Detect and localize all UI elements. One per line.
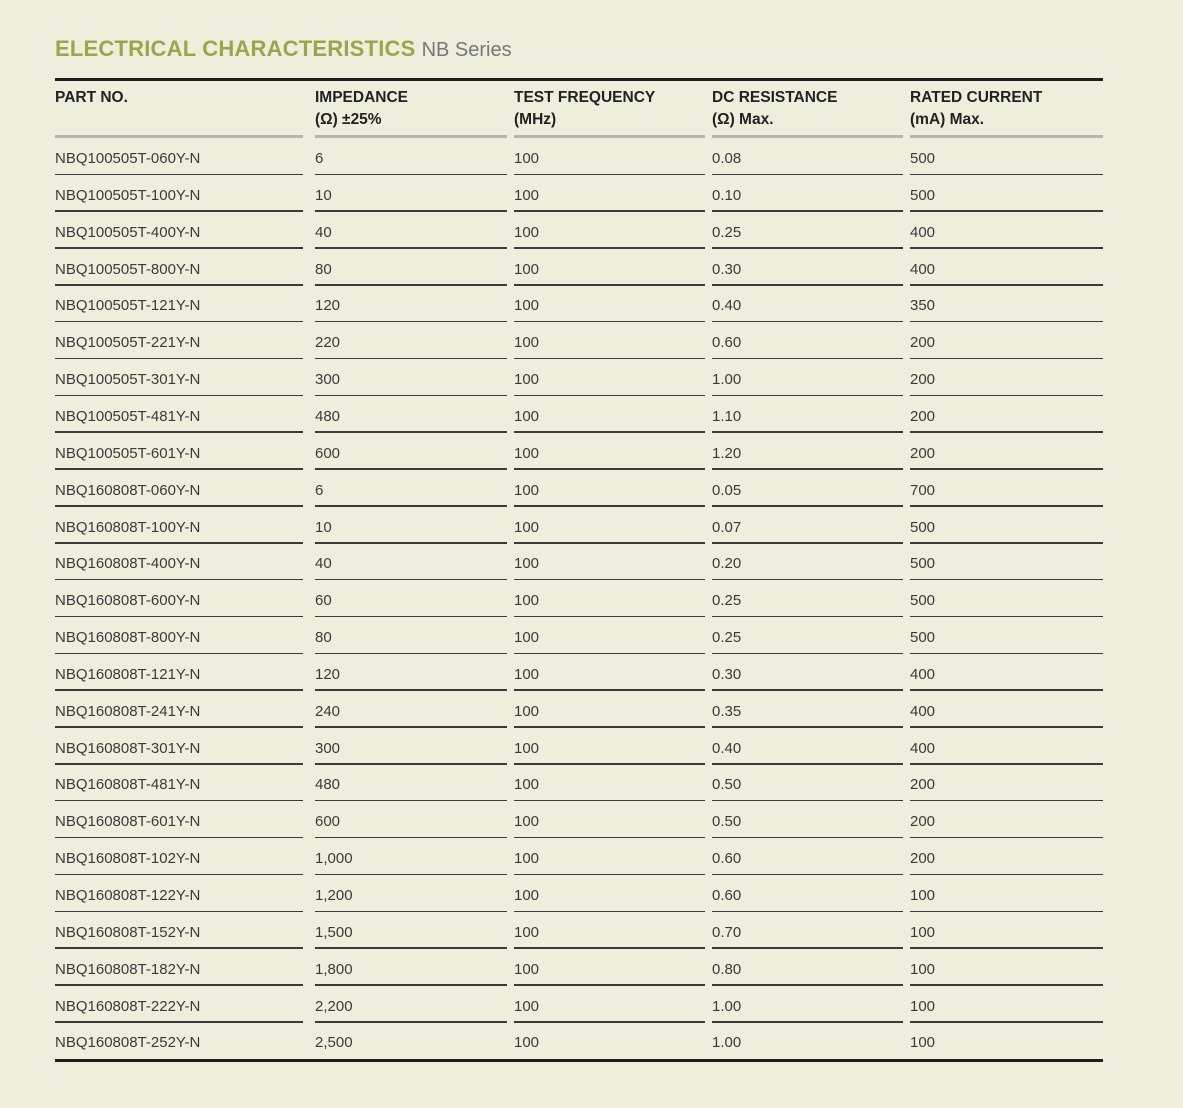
row-divider bbox=[910, 837, 1103, 839]
row-divider bbox=[315, 984, 507, 986]
rated-current-cell: 100 bbox=[910, 1034, 936, 1052]
part-no-cell: NBQ160808T-122Y-N bbox=[55, 887, 201, 904]
table-row bbox=[0, 840, 1183, 877]
dc-resistance-cell: 0.80 bbox=[712, 960, 742, 978]
part-no-cell: NBQ160808T-100Y-N bbox=[55, 518, 201, 536]
row-divider bbox=[315, 468, 507, 470]
row-divider bbox=[514, 284, 705, 286]
row-divider bbox=[712, 431, 903, 433]
row-divider bbox=[514, 579, 705, 581]
row-divider bbox=[712, 763, 903, 765]
row-divider bbox=[315, 395, 507, 397]
part-no-cell: NBQ100505T-800Y-N bbox=[55, 260, 201, 278]
rated-current-cell: 700 bbox=[910, 481, 936, 499]
row-divider bbox=[315, 284, 507, 286]
part-no-cell: NBQ160808T-152Y-N bbox=[55, 923, 201, 941]
rated-current-cell: 500 bbox=[910, 150, 936, 167]
row-divider bbox=[514, 468, 705, 470]
rated-current-cell: 100 bbox=[910, 997, 936, 1015]
row-divider bbox=[514, 800, 705, 802]
header-dc-resistance: DC RESISTANCE (Ω) Max. bbox=[712, 89, 838, 128]
title-main: ELECTRICAL CHARACTERISTICS bbox=[55, 36, 416, 61]
dc-resistance-cell: 0.50 bbox=[712, 776, 742, 794]
table-row bbox=[0, 656, 1183, 693]
row-divider bbox=[55, 763, 303, 765]
rated-current-cell: 100 bbox=[910, 923, 936, 941]
test-frequency-cell: 100 bbox=[514, 702, 540, 720]
row-divider bbox=[910, 984, 1103, 986]
row-divider bbox=[712, 837, 903, 839]
row-divider bbox=[712, 874, 903, 876]
dc-resistance-cell: 1.10 bbox=[712, 407, 742, 425]
row-divider bbox=[514, 984, 705, 986]
row-divider bbox=[712, 579, 903, 581]
part-no-cell: NBQ100505T-601Y-N bbox=[55, 444, 201, 462]
impedance-cell: 220 bbox=[315, 334, 341, 352]
row-divider bbox=[55, 616, 303, 618]
row-divider bbox=[55, 1021, 303, 1023]
rated-current-cell: 200 bbox=[910, 371, 936, 389]
row-divider bbox=[315, 911, 507, 913]
row-divider bbox=[315, 321, 507, 323]
row-divider bbox=[910, 358, 1103, 360]
table-row bbox=[0, 1024, 1183, 1061]
dc-resistance-cell: 0.60 bbox=[712, 850, 742, 868]
row-divider bbox=[315, 247, 507, 249]
row-divider bbox=[315, 837, 507, 839]
row-divider bbox=[315, 174, 507, 176]
table-row bbox=[0, 951, 1183, 988]
dc-resistance-cell: 0.10 bbox=[712, 186, 742, 204]
impedance-cell: 10 bbox=[315, 518, 332, 536]
table-row bbox=[0, 361, 1183, 398]
row-divider bbox=[712, 1021, 903, 1023]
row-divider bbox=[514, 395, 705, 397]
table-row bbox=[0, 803, 1183, 840]
part-no-cell: NBQ100505T-221Y-N bbox=[55, 334, 201, 352]
test-frequency-cell: 100 bbox=[514, 297, 540, 315]
row-divider bbox=[55, 321, 303, 323]
row-divider bbox=[712, 284, 903, 286]
row-divider bbox=[910, 468, 1103, 470]
row-divider bbox=[55, 911, 303, 913]
header-divider bbox=[315, 135, 507, 138]
rated-current-cell: 200 bbox=[910, 813, 936, 831]
row-divider bbox=[315, 616, 507, 618]
impedance-cell: 1,800 bbox=[315, 960, 353, 978]
dc-resistance-cell: 0.25 bbox=[712, 629, 742, 647]
test-frequency-cell: 100 bbox=[514, 887, 540, 904]
impedance-cell: 120 bbox=[315, 665, 341, 683]
row-divider bbox=[514, 616, 705, 618]
row-divider bbox=[712, 947, 903, 949]
row-divider bbox=[910, 689, 1103, 691]
row-divider bbox=[55, 284, 303, 286]
impedance-cell: 300 bbox=[315, 371, 341, 389]
row-divider bbox=[55, 468, 303, 470]
dc-resistance-cell: 0.50 bbox=[712, 813, 742, 831]
row-divider bbox=[910, 284, 1103, 286]
impedance-cell: 480 bbox=[315, 407, 341, 425]
header-divider bbox=[55, 135, 303, 138]
page-title bbox=[55, 36, 512, 62]
header-divider bbox=[910, 135, 1103, 138]
row-divider bbox=[910, 395, 1103, 397]
rated-current-cell: 400 bbox=[910, 702, 936, 720]
table-row bbox=[0, 545, 1183, 582]
row-divider bbox=[910, 542, 1103, 544]
impedance-cell: 1,000 bbox=[315, 850, 353, 868]
test-frequency-cell: 100 bbox=[514, 997, 540, 1015]
impedance-cell: 120 bbox=[315, 297, 341, 315]
dc-resistance-cell: 0.60 bbox=[712, 334, 742, 352]
test-frequency-cell: 100 bbox=[514, 629, 540, 647]
test-frequency-cell: 100 bbox=[514, 555, 540, 573]
part-no-cell: NBQ160808T-060Y-N bbox=[55, 481, 201, 499]
row-divider bbox=[910, 247, 1103, 249]
test-frequency-cell: 100 bbox=[514, 260, 540, 278]
row-divider bbox=[514, 1021, 705, 1023]
part-no-cell: NBQ160808T-601Y-N bbox=[55, 813, 201, 831]
title-series: NB Series bbox=[421, 39, 512, 61]
row-divider bbox=[514, 874, 705, 876]
impedance-cell: 240 bbox=[315, 702, 341, 720]
row-divider bbox=[55, 431, 303, 433]
impedance-cell: 40 bbox=[315, 223, 332, 241]
row-divider bbox=[55, 395, 303, 397]
rated-current-cell: 350 bbox=[910, 297, 936, 315]
rated-current-cell: 500 bbox=[910, 592, 936, 610]
part-no-cell: NBQ100505T-121Y-N bbox=[55, 297, 201, 315]
test-frequency-cell: 100 bbox=[514, 186, 540, 204]
test-frequency-cell: 100 bbox=[514, 481, 540, 499]
test-frequency-cell: 100 bbox=[514, 444, 540, 462]
table-row bbox=[0, 251, 1183, 288]
row-divider bbox=[514, 837, 705, 839]
test-frequency-cell: 100 bbox=[514, 334, 540, 352]
test-frequency-cell: 100 bbox=[514, 1034, 540, 1052]
impedance-cell: 80 bbox=[315, 629, 332, 647]
row-divider bbox=[712, 911, 903, 913]
row-divider bbox=[315, 726, 507, 728]
part-no-cell: NBQ100505T-400Y-N bbox=[55, 223, 201, 241]
row-divider bbox=[910, 763, 1103, 765]
dc-resistance-cell: 1.00 bbox=[712, 997, 742, 1015]
row-divider bbox=[712, 395, 903, 397]
dc-resistance-cell: 1.20 bbox=[712, 444, 742, 462]
rated-current-cell: 100 bbox=[910, 960, 936, 978]
table-row bbox=[0, 914, 1183, 951]
row-divider bbox=[910, 210, 1103, 212]
rated-current-cell: 200 bbox=[910, 334, 936, 352]
table-row bbox=[0, 140, 1183, 177]
row-divider bbox=[910, 653, 1103, 655]
part-no-cell: NBQ160808T-222Y-N bbox=[55, 997, 201, 1015]
dc-resistance-cell: 0.30 bbox=[712, 665, 742, 683]
dc-resistance-cell: 0.25 bbox=[712, 223, 742, 241]
test-frequency-cell: 100 bbox=[514, 592, 540, 610]
table-row bbox=[0, 287, 1183, 324]
impedance-cell: 6 bbox=[315, 150, 324, 167]
row-divider bbox=[514, 947, 705, 949]
row-divider bbox=[55, 174, 303, 176]
table-row bbox=[0, 988, 1183, 1025]
rated-current-cell: 400 bbox=[910, 665, 936, 683]
dc-resistance-cell: 0.08 bbox=[712, 150, 742, 167]
impedance-cell: 2,500 bbox=[315, 1034, 353, 1052]
row-divider bbox=[712, 174, 903, 176]
part-no-cell: NBQ100505T-100Y-N bbox=[55, 186, 201, 204]
part-no-cell: NBQ160808T-400Y-N bbox=[55, 555, 201, 573]
dc-resistance-cell: 1.00 bbox=[712, 1034, 742, 1052]
dc-resistance-cell: 0.20 bbox=[712, 555, 742, 573]
row-divider bbox=[514, 763, 705, 765]
impedance-cell: 480 bbox=[315, 776, 341, 794]
row-divider bbox=[514, 174, 705, 176]
dc-resistance-cell: 0.25 bbox=[712, 592, 742, 610]
row-divider bbox=[55, 800, 303, 802]
rated-current-cell: 500 bbox=[910, 518, 936, 536]
rated-current-cell: 400 bbox=[910, 739, 936, 757]
row-divider bbox=[910, 800, 1103, 802]
dc-resistance-cell: 0.35 bbox=[712, 702, 742, 720]
row-divider bbox=[910, 431, 1103, 433]
row-divider bbox=[910, 726, 1103, 728]
row-divider bbox=[55, 984, 303, 986]
table-row bbox=[0, 619, 1183, 656]
rated-current-cell: 200 bbox=[910, 776, 936, 794]
row-divider bbox=[315, 763, 507, 765]
test-frequency-cell: 100 bbox=[514, 665, 540, 683]
rated-current-cell: 200 bbox=[910, 850, 936, 868]
row-divider bbox=[55, 542, 303, 544]
row-divider bbox=[315, 542, 507, 544]
row-divider bbox=[712, 542, 903, 544]
row-divider bbox=[315, 874, 507, 876]
table-row bbox=[0, 766, 1183, 803]
row-divider bbox=[910, 616, 1103, 618]
row-divider bbox=[315, 800, 507, 802]
part-no-cell: NBQ160808T-241Y-N bbox=[55, 702, 201, 720]
test-frequency-cell: 100 bbox=[514, 923, 540, 941]
table-row bbox=[0, 472, 1183, 509]
impedance-cell: 60 bbox=[315, 592, 332, 610]
dc-resistance-cell: 0.07 bbox=[712, 518, 742, 536]
rated-current-cell: 400 bbox=[910, 260, 936, 278]
header-rated-current: RATED CURRENT (mA) Max. bbox=[910, 89, 1043, 128]
row-divider bbox=[55, 689, 303, 691]
impedance-cell: 6 bbox=[315, 481, 324, 499]
dc-resistance-cell: 0.40 bbox=[712, 739, 742, 757]
header-test-frequency: TEST FREQUENCY (MHz) bbox=[514, 89, 656, 128]
impedance-cell: 300 bbox=[315, 739, 341, 757]
row-divider bbox=[315, 210, 507, 212]
rated-current-cell: 200 bbox=[910, 444, 936, 462]
rated-current-cell: 500 bbox=[910, 555, 936, 573]
row-divider bbox=[315, 689, 507, 691]
row-divider bbox=[712, 726, 903, 728]
row-divider bbox=[55, 247, 303, 249]
part-no-cell: NBQ160808T-102Y-N bbox=[55, 850, 201, 868]
test-frequency-cell: 100 bbox=[514, 960, 540, 978]
row-divider bbox=[514, 210, 705, 212]
row-divider bbox=[315, 579, 507, 581]
row-divider bbox=[55, 726, 303, 728]
row-divider bbox=[910, 874, 1103, 876]
row-divider bbox=[712, 247, 903, 249]
test-frequency-cell: 100 bbox=[514, 776, 540, 794]
test-frequency-cell: 100 bbox=[514, 739, 540, 757]
table-row bbox=[0, 877, 1183, 914]
rated-current-cell: 500 bbox=[910, 186, 936, 204]
test-frequency-cell: 100 bbox=[514, 813, 540, 831]
row-divider bbox=[514, 542, 705, 544]
test-frequency-cell: 100 bbox=[514, 371, 540, 389]
table-top-rule bbox=[55, 78, 1103, 81]
rated-current-cell: 200 bbox=[910, 407, 936, 425]
row-divider bbox=[910, 321, 1103, 323]
test-frequency-cell: 100 bbox=[514, 407, 540, 425]
part-no-cell: NBQ160808T-252Y-N bbox=[55, 1034, 201, 1052]
dc-resistance-cell: 1.00 bbox=[712, 371, 742, 389]
row-divider bbox=[514, 247, 705, 249]
dc-resistance-cell: 0.05 bbox=[712, 481, 742, 499]
row-divider bbox=[712, 616, 903, 618]
row-divider bbox=[910, 911, 1103, 913]
part-no-cell: NBQ160808T-481Y-N bbox=[55, 776, 201, 794]
table-row bbox=[0, 435, 1183, 472]
header-impedance: IMPEDANCE (Ω) ±25% bbox=[315, 89, 409, 128]
row-divider bbox=[712, 984, 903, 986]
dc-resistance-cell: 0.70 bbox=[712, 923, 742, 941]
row-divider bbox=[910, 174, 1103, 176]
rated-current-cell: 100 bbox=[910, 887, 936, 904]
table-row bbox=[0, 582, 1183, 619]
row-divider bbox=[55, 579, 303, 581]
header-divider bbox=[514, 135, 705, 138]
impedance-cell: 10 bbox=[315, 186, 332, 204]
part-no-cell: NBQ160808T-121Y-N bbox=[55, 665, 201, 683]
test-frequency-cell: 100 bbox=[514, 150, 540, 167]
row-divider bbox=[712, 321, 903, 323]
row-divider bbox=[315, 1021, 507, 1023]
row-divider bbox=[514, 653, 705, 655]
table-row bbox=[0, 509, 1183, 546]
row-divider bbox=[514, 689, 705, 691]
header-part-no: PART NO. bbox=[55, 89, 128, 106]
part-no-cell: NBQ160808T-182Y-N bbox=[55, 960, 201, 978]
table-row bbox=[0, 177, 1183, 214]
table-row bbox=[0, 398, 1183, 435]
row-divider bbox=[315, 947, 507, 949]
row-divider bbox=[514, 911, 705, 913]
row-divider bbox=[712, 505, 903, 507]
table-row bbox=[0, 214, 1183, 251]
row-divider bbox=[315, 653, 507, 655]
row-divider bbox=[712, 210, 903, 212]
row-divider bbox=[514, 431, 705, 433]
impedance-cell: 40 bbox=[315, 555, 332, 573]
row-divider bbox=[712, 653, 903, 655]
part-no-cell: NBQ100505T-060Y-N bbox=[55, 150, 201, 167]
row-divider bbox=[55, 947, 303, 949]
test-frequency-cell: 100 bbox=[514, 223, 540, 241]
table-bottom-rule bbox=[55, 1059, 1103, 1062]
row-divider bbox=[514, 321, 705, 323]
table-row bbox=[0, 693, 1183, 730]
row-divider bbox=[712, 689, 903, 691]
row-divider bbox=[514, 505, 705, 507]
row-divider bbox=[712, 468, 903, 470]
row-divider bbox=[514, 358, 705, 360]
row-divider bbox=[55, 210, 303, 212]
impedance-cell: 1,200 bbox=[315, 887, 353, 904]
part-no-cell: NBQ100505T-301Y-N bbox=[55, 371, 201, 389]
row-divider bbox=[910, 505, 1103, 507]
part-no-cell: NBQ160808T-600Y-N bbox=[55, 592, 201, 610]
row-divider bbox=[910, 1021, 1103, 1023]
row-divider bbox=[55, 653, 303, 655]
row-divider bbox=[910, 947, 1103, 949]
row-divider bbox=[315, 358, 507, 360]
impedance-cell: 600 bbox=[315, 444, 341, 462]
dc-resistance-cell: 0.30 bbox=[712, 260, 742, 278]
row-divider bbox=[712, 800, 903, 802]
dc-resistance-cell: 0.60 bbox=[712, 887, 742, 904]
part-no-cell: NBQ100505T-481Y-N bbox=[55, 407, 201, 425]
rated-current-cell: 500 bbox=[910, 629, 936, 647]
test-frequency-cell: 100 bbox=[514, 518, 540, 536]
row-divider bbox=[55, 874, 303, 876]
test-frequency-cell: 100 bbox=[514, 850, 540, 868]
row-divider bbox=[514, 726, 705, 728]
table-row bbox=[0, 730, 1183, 767]
dc-resistance-cell: 0.40 bbox=[712, 297, 742, 315]
impedance-cell: 600 bbox=[315, 813, 341, 831]
impedance-cell: 80 bbox=[315, 260, 332, 278]
header-divider bbox=[712, 135, 903, 138]
rated-current-cell: 400 bbox=[910, 223, 936, 241]
row-divider bbox=[315, 431, 507, 433]
part-no-cell: NBQ160808T-800Y-N bbox=[55, 629, 201, 647]
row-divider bbox=[910, 579, 1103, 581]
part-no-cell: NBQ160808T-301Y-N bbox=[55, 739, 201, 757]
row-divider bbox=[55, 505, 303, 507]
row-divider bbox=[712, 358, 903, 360]
impedance-cell: 2,200 bbox=[315, 997, 353, 1015]
table-row bbox=[0, 324, 1183, 361]
row-divider bbox=[315, 505, 507, 507]
impedance-cell: 1,500 bbox=[315, 923, 353, 941]
row-divider bbox=[55, 358, 303, 360]
row-divider bbox=[55, 837, 303, 839]
